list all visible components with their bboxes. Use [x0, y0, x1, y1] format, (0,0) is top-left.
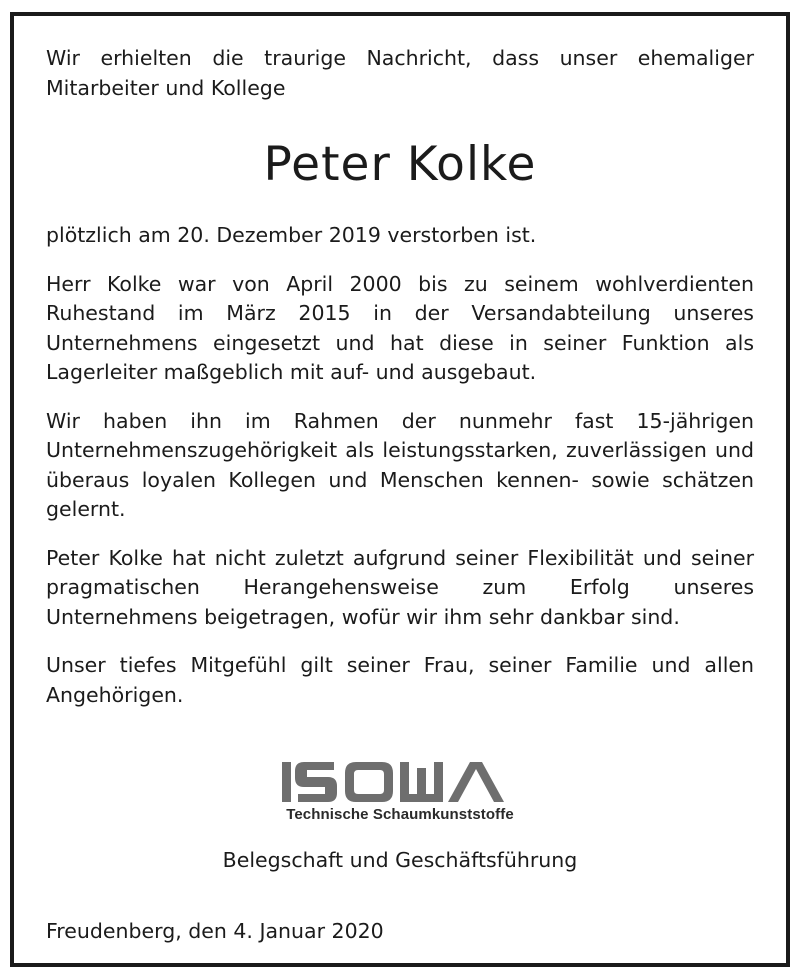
deceased-name: Peter Kolke [263, 137, 537, 192]
paragraph-contribution: Peter Kolke hat nicht zuletzt aufgrund seiner Flexibilität und seiner pragmatischen Herangehensweise zum Erfolg unseres Unternehmens beigetragen, wofür wir ihm sehr dankbar sind. [46, 545, 754, 629]
paragraph-appreciation: Wir haben ihn im Rahmen der nunmehr fast 15-jährigen Unternehmenszugehörigkeit als leistungsstarken, zuverlässigen und überaus loyalen Kollegen und Menschen kennen- sowie schätzen gelernt. [46, 408, 754, 521]
company-logo [46, 760, 754, 824]
paragraph-career: Herr Kolke war von April 2000 bis zu seinem wohlverdienten Ruhestand im März 2015 in der Versandabteilung unseres Unternehmens eingesetzt und hat diese in seiner Funktion als Lagerleiter maßgeblich mit auf- und ausgebaut. [46, 271, 754, 384]
signature-line: Belegschaft und Geschäftsführung [222, 848, 578, 872]
death-date-line: plötzlich am 20. Dezember 2019 verstorben ist. [46, 223, 537, 247]
company-tagline: Technische Schaumkunststoffe [286, 806, 514, 823]
paragraph-condolence: Unser tiefes Mitgefühl gilt seiner Frau, seiner Familie und allen Angehörigen. [46, 653, 754, 707]
isowa-logo-mark [280, 760, 520, 804]
intro-text: Wir erhielten die traurige Nachricht, dass unser ehemaliger Mitarbeiter und Kollege [46, 46, 754, 100]
obituary-content [46, 44, 754, 946]
place-and-date: Freudenberg, den 4. Januar 2020 [46, 918, 384, 943]
isowa-logo-letters [282, 762, 504, 802]
